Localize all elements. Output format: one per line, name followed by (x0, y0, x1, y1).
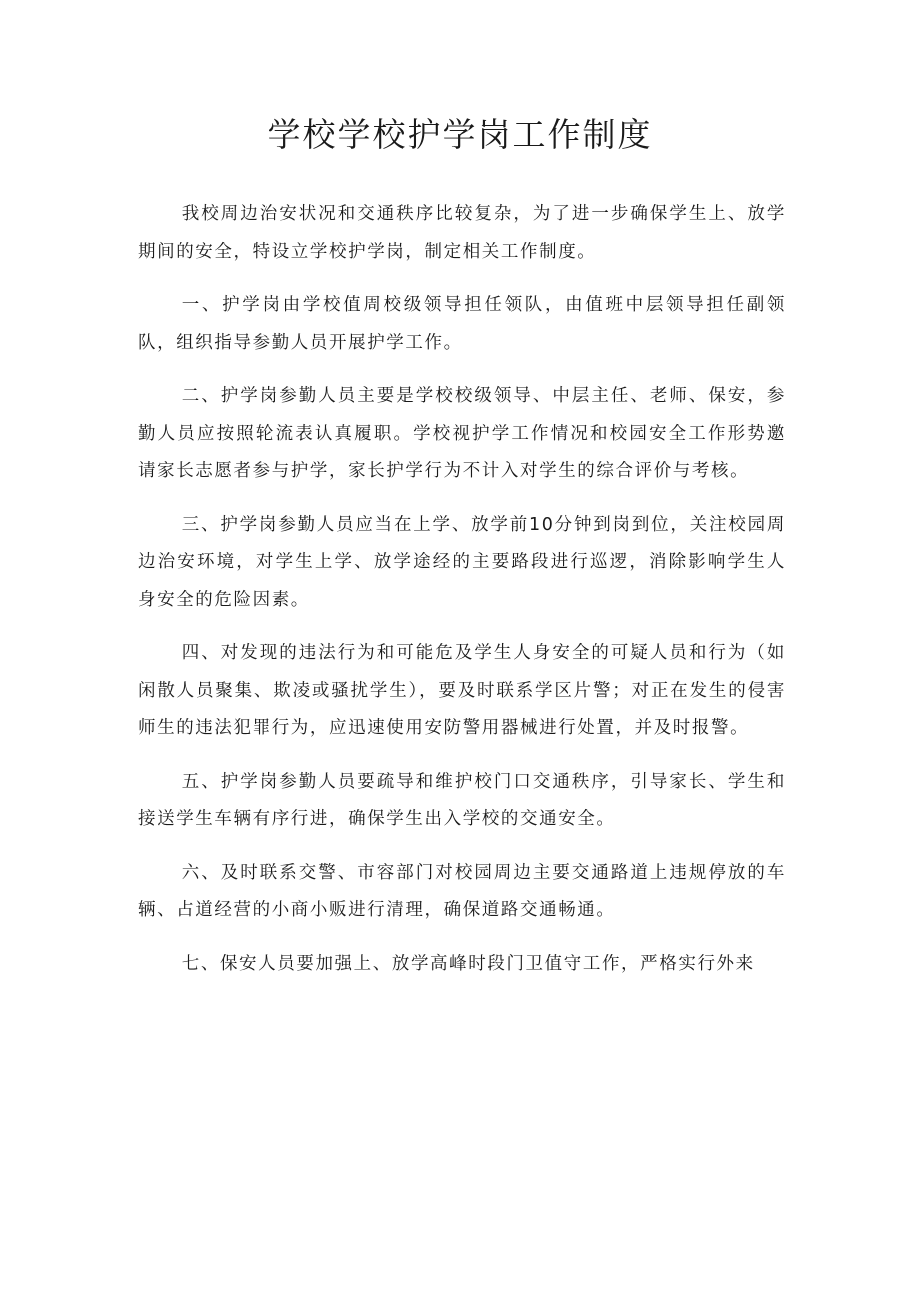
rule-paragraph-3: 三、护学岗参勤人员应当在上学、放学前10分钟到岗到位，关注校园周边治安环境，对学生上学、放学途经的主要路段进行巡逻，消除影响学生人身安全的危险因素。 (138, 514, 786, 610)
document-body (138, 196, 786, 999)
rule-paragraph-1: 一、护学岗由学校值周校级领导担任领队，由值班中层领导担任副领队，组织指导参勤人员开展护学工作。 (138, 295, 786, 353)
rule-paragraph-5: 五、护学岗参勤人员要疏导和维护校门口交通秩序，引导家长、学生和接送学生车辆有序行进，确保学生出入学校的交通安全。 (138, 771, 786, 829)
intro-paragraph: 我校周边治安状况和交通秩序比较复杂，为了进一步确保学生上、放学期间的安全，特设立学校护学岗，制定相关工作制度。 (138, 204, 786, 262)
rule-paragraph-6: 六、及时联系交警、市容部门对校园周边主要交通路道上违规停放的车辆、占道经营的小商小贩进行清理，确保道路交通畅通。 (138, 862, 786, 920)
rule-paragraph-7: 七、保安人员要加强上、放学高峰时段门卫值守工作，严格实行外来 (181, 953, 755, 974)
rule-paragraph-2: 二、护学岗参勤人员主要是学校校级领导、中层主任、老师、保安，参勤人员应按照轮流表认真履职。学校视护学工作情况和校园安全工作形势邀请家长志愿者参与护学，家长护学行为不计入对学生的综合评价与考核。 (138, 386, 786, 481)
document-title: 学校学校护学岗工作制度 (267, 115, 653, 154)
rule-paragraph-4: 四、对发现的违法行为和可能危及学生人身安全的可疑人员和行为（如闲散人员聚集、欺凌或骚扰学生），要及时联系学区片警；对正在发生的侵害师生的违法犯罪行为，应迅速使用安防警用器械进行处置，并及时报警。 (138, 643, 786, 738)
